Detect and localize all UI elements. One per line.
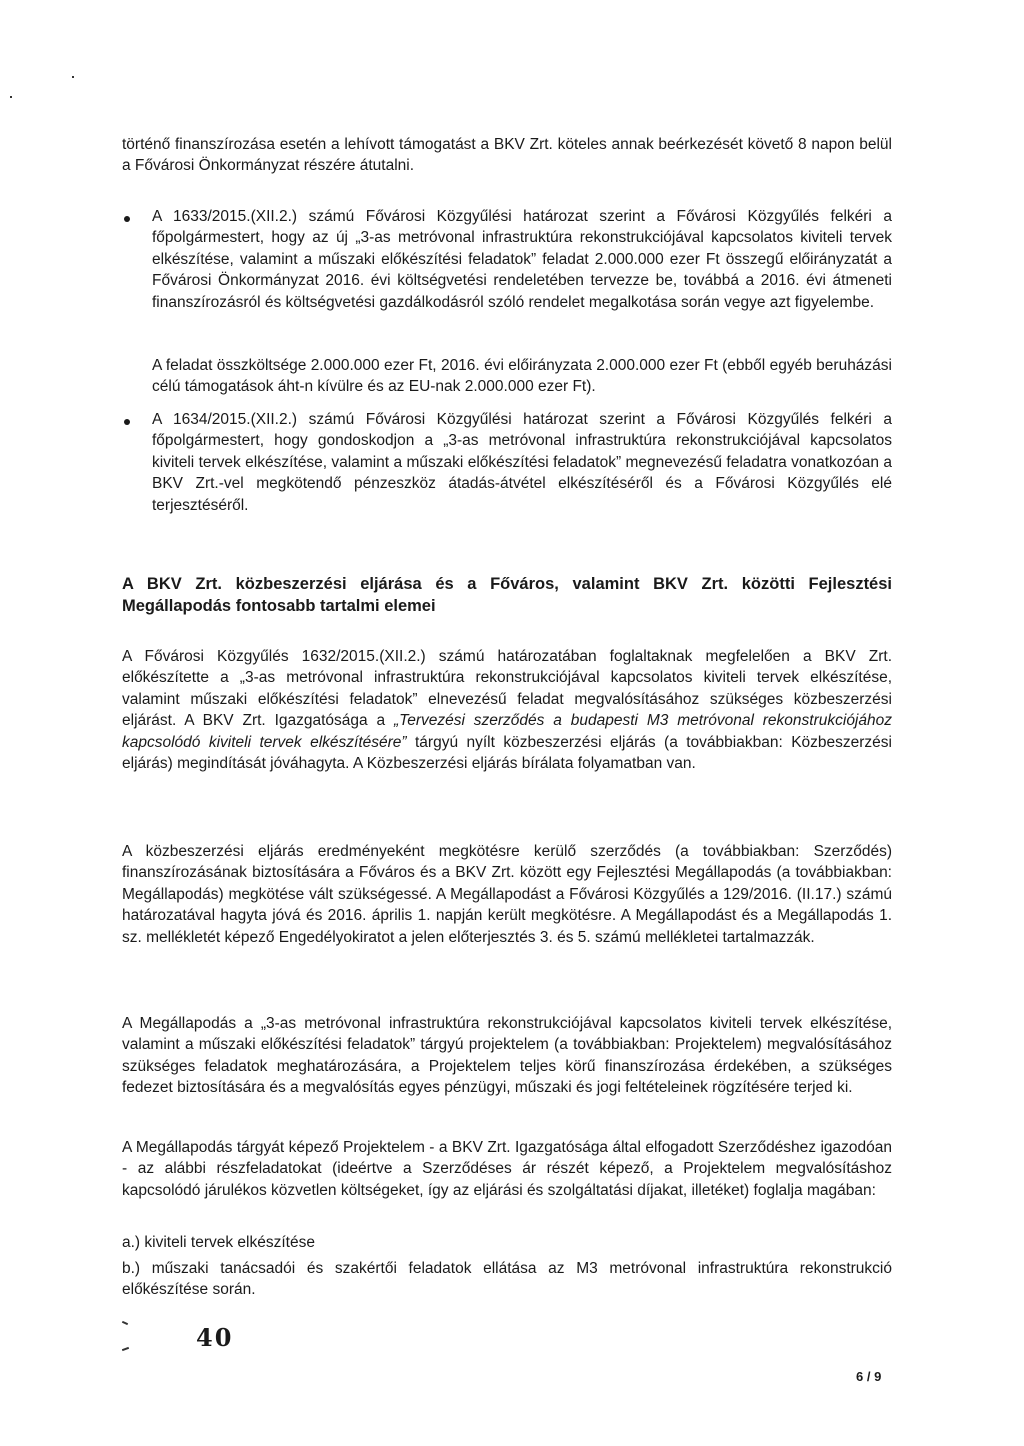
paragraph-text: A Fővárosi Közgyűlés 1632/2015.(XII.2.) számú határozatában foglaltaknak megfelelően a BKV Zrt. előkészítette a „3-as metróvonal infrastruktúra rekonstrukciójával kapcsolatos kiviteli tervek elkészítése, valamint műszaki előkészítési feladatok” elnevezésű feladat megvalósításához szükséges közbeszerzési eljárást. A BKV Zrt. Igazgatósága a — [122, 648, 892, 730]
list-item-a: a.) kiviteli tervek elkészítése — [122, 1234, 315, 1251]
bullet-item-1633: A 1633/2015.(XII.2.) számú Fővárosi Közgyűlési határozat szerint a Fővárosi Közgyűlés felkéri a főpolgármestert, hogy az új „3-as metróvonal infrastruktúra rekonstrukciójával kapcsolatos kiviteli tervek elkészítése, valamint a műszaki előkészítési feladatok” feladat 2.000.000 ezer Ft összegű előirányzatát a Fővárosi Önkormányzat 2016. évi költségvetési rendeletében tervezze be, továbbá a 2016. évi átmeneti finanszírozásról és költségvetési gazdálkodásról szóló rendelet megalkotása során vegye azt figyelembe. — [152, 208, 892, 311]
bullet-item-1634: A 1634/2015.(XII.2.) számú Fővárosi Közgyűlési határozat szerint a Fővárosi Közgyűlés felkéri a főpolgármestert, hogy gondoskodjon a „3-as metróvonal infrastruktúra rekonstrukciójával kapcsolatos kiviteli tervek elkészítése, valamint a műszaki előkészítési feladatok” megnevezésű feladatra vonatkozóan a BKV Zrt.-vel megkötendő pénzeszköz átadás-átvétel elkészítéséről és a Fővárosi Közgyűlés elé terjesztéséről. — [152, 411, 892, 514]
scan-speck — [72, 76, 74, 78]
paragraph-procurement — [122, 646, 892, 774]
bullet-item-1633-cost: A feladat összköltsége 2.000.000 ezer Ft, 2016. évi előirányzata 2.000.000 ezer Ft (ebből egyéb beruházási célú támogatások áht-n kívülre és az EU-nak 2.000.000 ezer Ft). — [152, 357, 892, 396]
page-number: 6 / 9 — [856, 1369, 882, 1384]
bullet-icon — [124, 419, 130, 425]
pen-mark — [122, 1347, 129, 1351]
paragraph-agreement: A közbeszerzési eljárás eredményeként megkötésre kerülő szerződés (a továbbiakban: Szerződés) finanszírozásának biztosítására a Főváros és a BKV Zrt. között egy Fejlesztési Megállapodás (a továbbiakban: Megállapodás) megkötése vált szükségessé. A Megállapodást a Fővárosi Közgyűlés a 129/2016. (II.17.) számú határozatával hagyta jóvá és 2016. április 1. napján került megkötésre. A Megállapodást és a Megállapodás 1. sz. mellékletét képező Engedélyokiratot a jelen előterjesztés 3. és 5. számú mellékletei tartalmazzák. — [122, 843, 892, 946]
paragraph-text: tárgyú nyílt közbeszerzési eljárás (a továbbiakban: Közbeszerzési eljárás) megindítását jóváhagyta. A Közbeszerzési eljárás bírálata folyamatban van. — [122, 733, 892, 773]
scan-speck — [10, 96, 12, 98]
bullet-icon — [124, 216, 130, 222]
paragraph-italic-title: „Tervezési szerződés a budapesti M3 metróvonal rekonstrukciójához kapcsolódó kiviteli tervek elkészítésére” — [122, 712, 892, 751]
list-item-b: b.) műszaki tanácsadói és szakértői feladatok ellátása az M3 metróvonal infrastruktúra rekonstrukció előkészítése során. — [122, 1260, 892, 1299]
paragraph-scope: A Megállapodás a „3-as metróvonal infrastruktúra rekonstrukciójával kapcsolatos kiviteli tervek elkészítése, valamint a műszaki előkészítési feladatok” tárgyú projektelem (a továbbiakban: Projektelem) megvalósításához szükséges feladatok meghatározására, a Projektelem teljes körű finanszírozása érdekében, a szükséges fedezet biztosítására és a megvalósítás egyes pénzügyi, műszaki és jogi feltételeinek rögzítésére terjed ki. — [122, 1015, 892, 1097]
stamp-number: 40 — [196, 1323, 234, 1352]
paragraph-continuation: történő finanszírozása esetén a lehívott támogatást a BKV Zrt. köteles annak beérkezését követő 8 napon belül a Fővárosi Önkormányzat részére átutalni. — [122, 136, 892, 175]
section-heading: A BKV Zrt. közbeszerzési eljárása és a Főváros, valamint BKV Zrt. közötti Fejlesztési Megállapodás fontosabb tartalmi elemei — [122, 575, 892, 615]
paragraph-subtasks: A Megállapodás tárgyát képező Projektelem - a BKV Zrt. Igazgatósága által elfogadott Szerződéshez igazodóan - az alábbi részfeladatokat (ideértve a Szerződéses ár részét képező, a Projektelem megvalósításhoz kapcsolódó járulékos közvetlen költségeket, így az eljárási és szolgáltatási díjakat, illetéket) foglalja magában: — [122, 1139, 892, 1199]
pen-mark — [122, 1321, 128, 1325]
